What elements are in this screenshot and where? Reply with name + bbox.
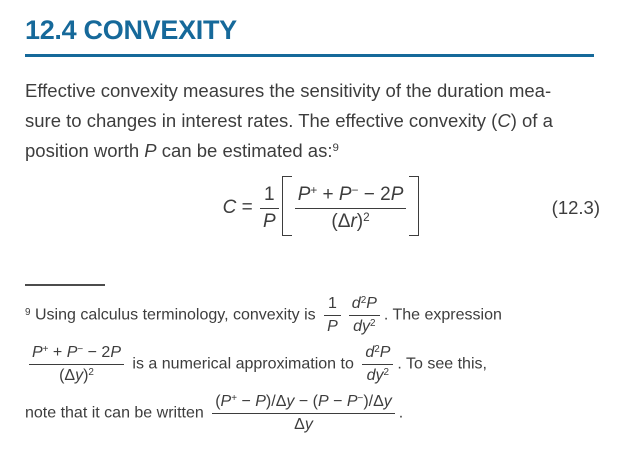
paragraph-line: position worth P can be estimated as:$^9$ bbox=[25, 140, 339, 161]
footnote bbox=[25, 292, 618, 437]
fraction: $\frac{P^+ + P^- - 2P}{(\Delta r)^2}$ bbox=[295, 183, 407, 234]
body-paragraph bbox=[25, 76, 618, 166]
equation-block bbox=[25, 172, 618, 244]
equation-formula: C = $\frac{1}{P}$ $\frac{P^+ + P^- - 2P}{(\Delta r)^2}$ bbox=[25, 176, 618, 240]
paragraph-line: Effective convexity measures the sensitivity of the duration mea- bbox=[25, 80, 552, 101]
left-bracket bbox=[282, 176, 292, 236]
fraction: $\frac{d^2P}{dy^2}$ bbox=[349, 294, 380, 337]
fraction: $\frac{d^2P}{dy^2}$ bbox=[362, 343, 393, 386]
footnote-line: note that it can be written $\frac{(P^+ - P)/\Delta y - (P - P^-)/\Delta y}{\Delta y}$ . bbox=[25, 393, 404, 433]
equation-number: (12.3) bbox=[551, 197, 600, 218]
heading-rule bbox=[25, 54, 594, 57]
paragraph-line: sure to changes in interest rates. The effective convexity (C) of a bbox=[25, 110, 553, 131]
fraction: $\frac{1}{P}$ bbox=[260, 183, 279, 234]
right-bracket bbox=[409, 176, 419, 236]
fraction: $\frac{1}{P}$ bbox=[324, 294, 341, 337]
footnote-line: $^9$ Using calculus terminology, convexity is $\frac{1}{P}$ $\frac{d^2P}{dy^2}$ . The expression bbox=[25, 295, 502, 335]
section-heading: 12.4 CONVEXITY bbox=[25, 15, 237, 45]
fraction: $\frac{P^+ + P^- - 2P}{(\Delta y)^2}$ bbox=[29, 343, 124, 386]
footnote-divider bbox=[25, 284, 105, 286]
footnote-line: $\frac{P^+ + P^- - 2P}{(\Delta y)^2}$ is a numerical approximation to $\frac{d^2P}{dy^2}$ . To see this, bbox=[25, 341, 618, 388]
fraction: $\frac{(P^+ - P)/\Delta y - (P - P^-)/\Delta y}{\Delta y}$ bbox=[212, 392, 395, 435]
